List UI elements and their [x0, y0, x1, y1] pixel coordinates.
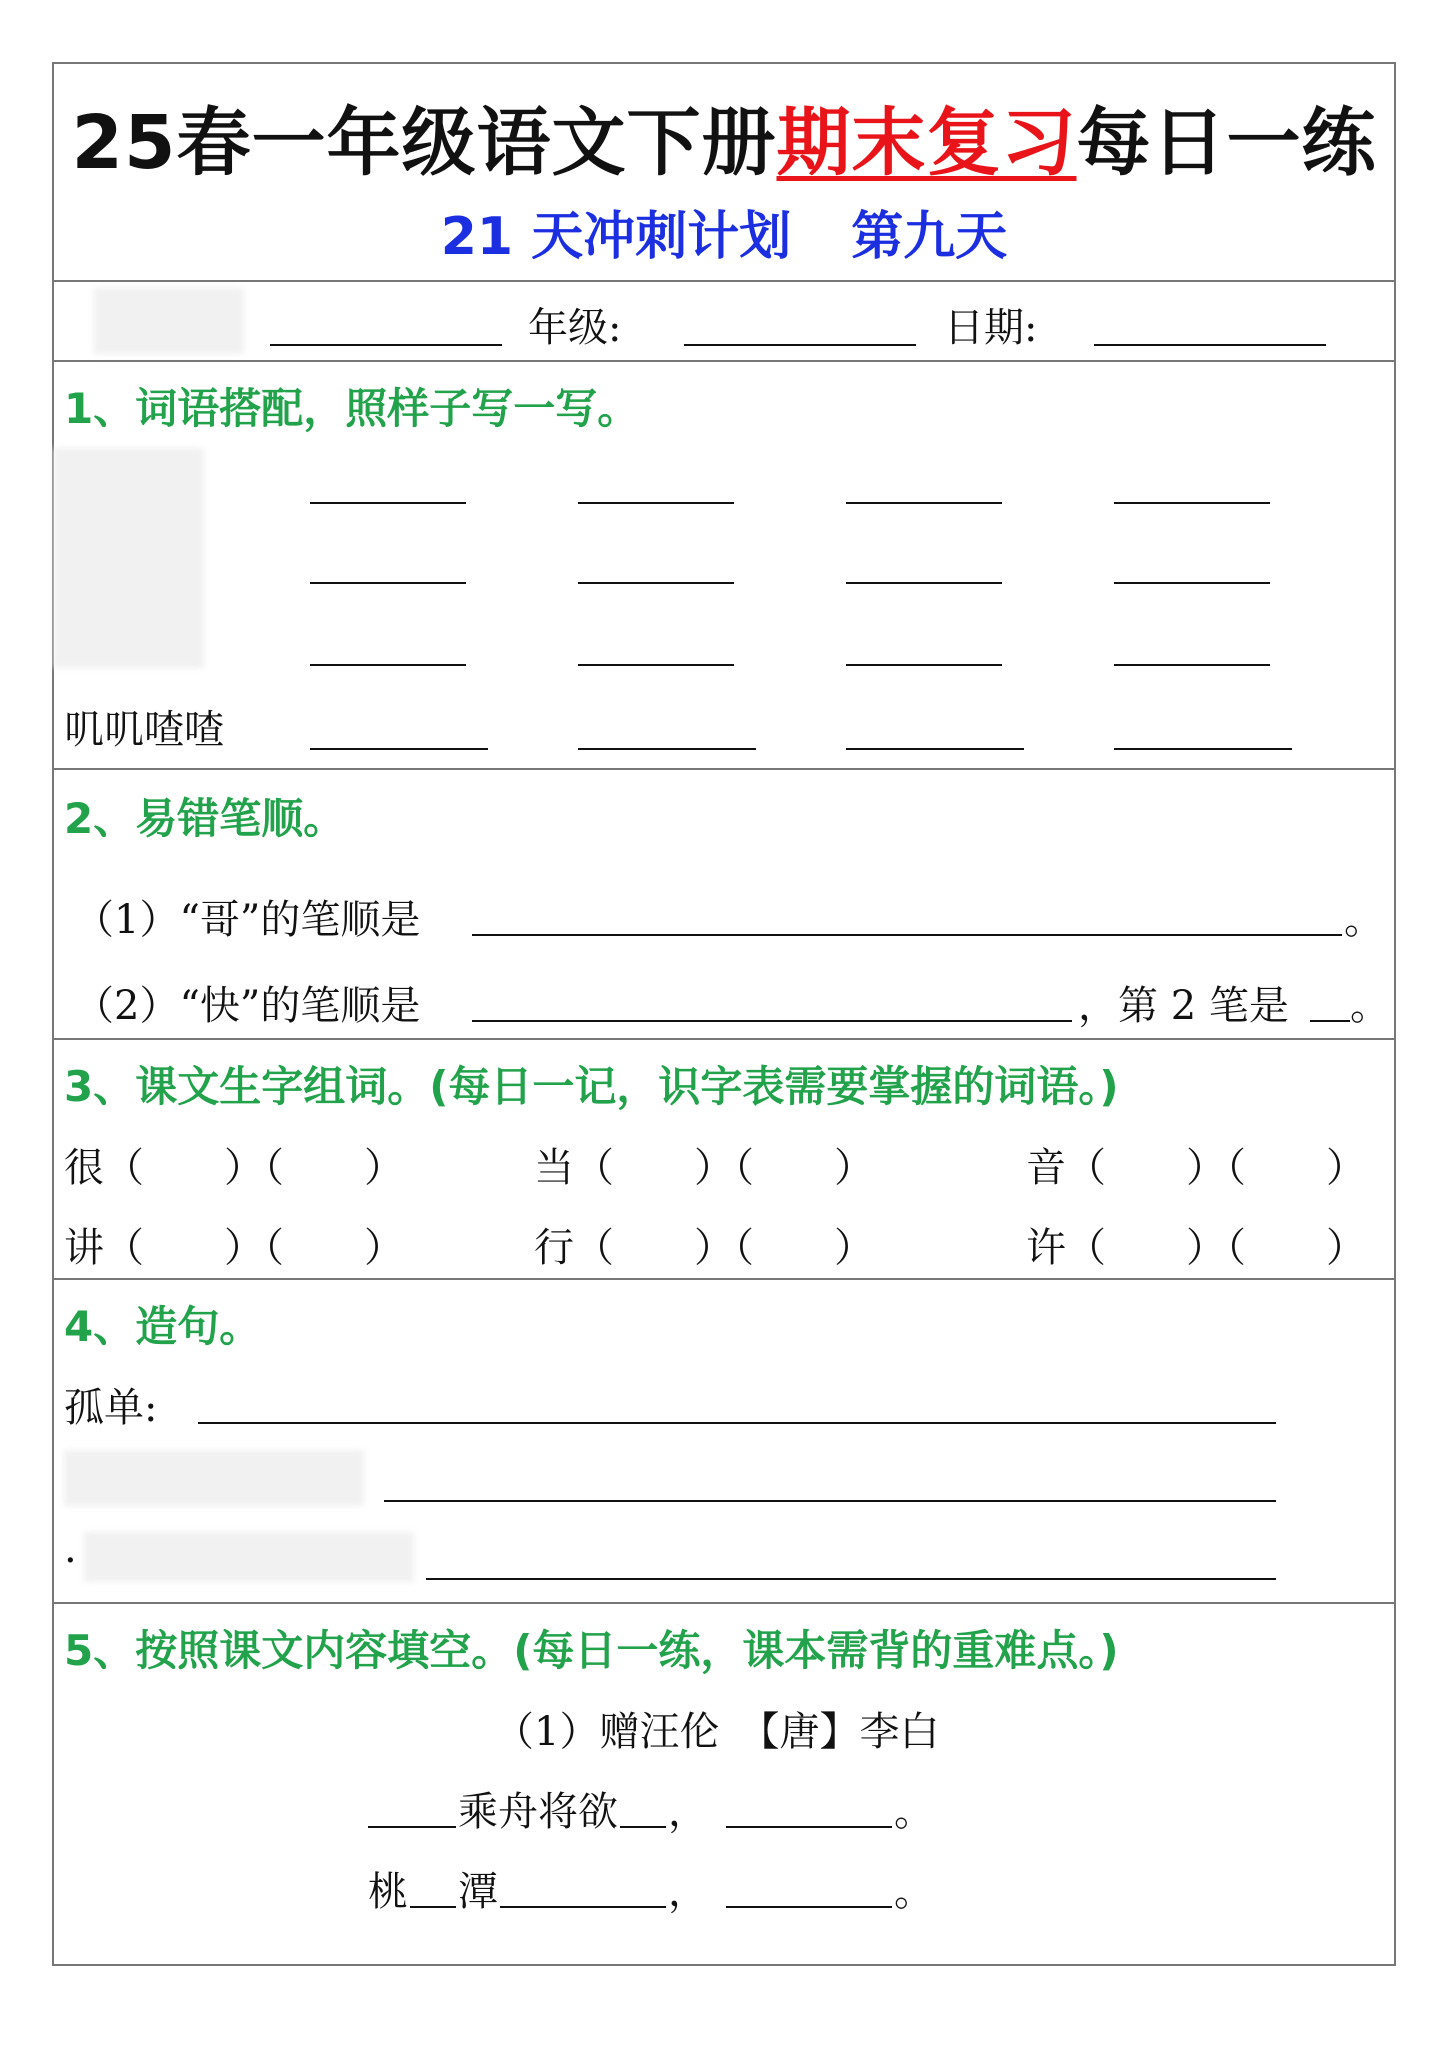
name-field[interactable]	[270, 344, 502, 346]
char-item	[534, 1216, 874, 1273]
answer-line[interactable]	[846, 582, 1002, 584]
word-slots[interactable]: （ ）（ ）	[1066, 1145, 1366, 1191]
answer-line[interactable]	[1114, 664, 1270, 666]
answer-line[interactable]	[846, 748, 1024, 750]
sentence-field-2[interactable]	[384, 1500, 1276, 1502]
poem-line-2-start: 桃	[368, 1869, 408, 1915]
poem-blank[interactable]	[620, 1826, 666, 1828]
period: 。	[894, 1789, 934, 1835]
period: 。	[894, 1869, 934, 1915]
answer-line[interactable]	[578, 748, 756, 750]
period: 。	[1350, 983, 1390, 1029]
char: 音	[1026, 1145, 1066, 1191]
page-title	[54, 84, 1394, 190]
sentence-field-1[interactable]	[198, 1422, 1276, 1424]
comma: ，	[668, 1869, 708, 1915]
char-item	[1026, 1136, 1366, 1193]
title-highlight: 期末复习	[776, 100, 1077, 186]
poem-blank[interactable]	[726, 1826, 892, 1828]
answer-line[interactable]	[1114, 748, 1292, 750]
char: 很	[64, 1145, 104, 1191]
poem-blank[interactable]	[500, 1906, 666, 1908]
date-field[interactable]	[1094, 344, 1326, 346]
stroke-order-item-1: （1）“哥”的笔顺是	[74, 897, 421, 943]
section-5-heading: 5、按照课文内容填空。(每日一练，课本需背的重难点。)	[64, 1626, 1119, 1675]
title-part-end: 每日一练	[1076, 100, 1377, 186]
answer-line[interactable]	[1114, 502, 1270, 504]
word-slots[interactable]: （ ）（ ）	[574, 1225, 874, 1271]
worksheet	[52, 62, 1396, 1966]
char: 行	[534, 1225, 574, 1271]
section-3	[54, 1040, 1394, 1280]
redacted-example-words	[54, 448, 204, 668]
answer-line[interactable]	[578, 502, 734, 504]
word-slots[interactable]: （ ）（ ）	[1066, 1225, 1366, 1271]
char-item	[534, 1136, 874, 1193]
header-row	[54, 64, 1394, 282]
redacted-sentence-word-3	[84, 1532, 414, 1582]
example-word: 叽叽喳喳	[64, 707, 224, 753]
stroke-order-field-2[interactable]	[472, 1020, 1072, 1022]
char: 讲	[64, 1225, 104, 1271]
subtitle-day: 第九天	[851, 207, 1008, 267]
answer-line[interactable]	[1114, 582, 1270, 584]
second-stroke-field[interactable]	[1310, 1020, 1350, 1022]
comma: ，	[668, 1789, 708, 1835]
answer-line[interactable]	[310, 582, 466, 584]
poem-blank[interactable]	[726, 1906, 892, 1908]
answer-line[interactable]	[310, 502, 466, 504]
stroke-order-item-2: （2）“快”的笔顺是	[74, 983, 421, 1029]
subtitle	[54, 194, 1394, 269]
name-label-redacted	[94, 288, 244, 354]
word-slots[interactable]: （ ）（ ）	[104, 1225, 404, 1271]
section-1	[54, 362, 1394, 770]
answer-line[interactable]	[310, 748, 488, 750]
section-4-heading: 4、造句。	[64, 1302, 262, 1351]
section-1-heading: 1、词语搭配，照样子写一写。	[64, 384, 640, 433]
char: 当	[534, 1145, 574, 1191]
date-label: 日期:	[944, 305, 1038, 351]
subtitle-plan: 21 天冲刺计划	[440, 207, 792, 267]
period: 。	[1344, 897, 1384, 943]
poem-blank[interactable]	[368, 1826, 456, 1828]
sentence-word-1: 孤单:	[64, 1385, 158, 1431]
stroke-order-field-1[interactable]	[472, 934, 1342, 936]
info-row	[54, 282, 1394, 362]
section-2	[54, 770, 1394, 1040]
answer-line[interactable]	[578, 582, 734, 584]
grade-label: 年级:	[528, 305, 622, 351]
char-item	[1026, 1216, 1366, 1273]
section-2-heading: 2、易错笔顺。	[64, 794, 346, 843]
sentence-field-3[interactable]	[426, 1578, 1276, 1580]
poem-line-2-text: 潭	[458, 1869, 498, 1915]
poem-title: （1）赠汪伦 【唐】李白	[494, 1709, 940, 1755]
answer-line[interactable]	[310, 664, 466, 666]
answer-line[interactable]	[578, 664, 734, 666]
grade-field[interactable]	[684, 344, 916, 346]
sentence-word-3-marker: .	[64, 1526, 77, 1572]
poem-line-1-text: 乘舟将欲	[458, 1789, 618, 1835]
char-item	[64, 1136, 404, 1193]
word-slots[interactable]: （ ）（ ）	[104, 1145, 404, 1191]
redacted-sentence-word-2	[64, 1450, 364, 1506]
answer-line[interactable]	[846, 502, 1002, 504]
section-4	[54, 1280, 1394, 1604]
char-item	[64, 1216, 404, 1273]
poem-blank[interactable]	[410, 1906, 456, 1908]
char: 许	[1026, 1225, 1066, 1271]
word-slots[interactable]: （ ）（ ）	[574, 1145, 874, 1191]
second-stroke-label: ，第 2 笔是	[1078, 983, 1289, 1029]
section-5	[54, 1604, 1394, 1968]
title-part: 25春一年级语文下册	[71, 100, 777, 186]
answer-line[interactable]	[846, 664, 1002, 666]
section-3-heading: 3、课文生字组词。(每日一记，识字表需要掌握的词语。)	[64, 1062, 1119, 1111]
